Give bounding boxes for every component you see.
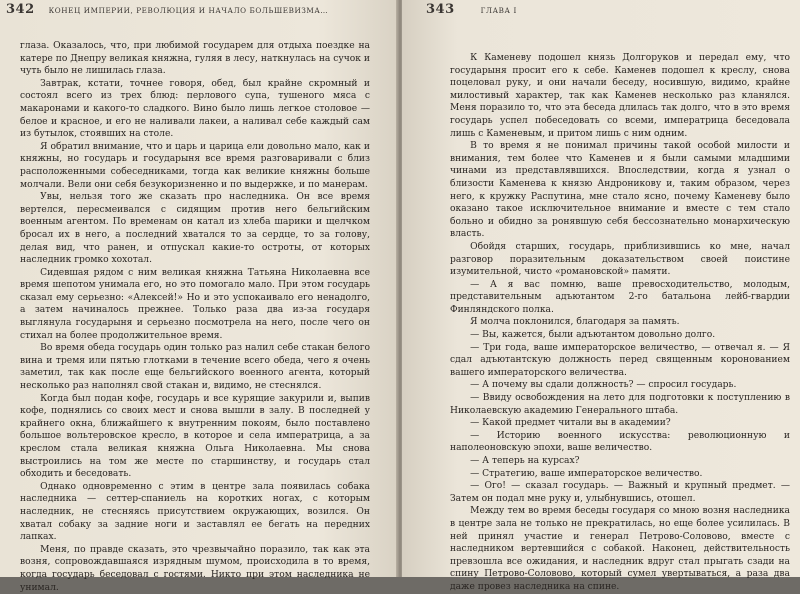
paragraph: Обойдя старших, государь, приблизившись ко мне, начал разговор поразительным доказательством своей поистине изумительной, чисто «романовской» памяти. [450, 241, 790, 278]
paragraph: Когда был подан кофе, государь и все курящие закурили и, выпив кофе, поднялись со своих мест и снова вышли в залу. В последней у крайнего окна, ближайшего к внутренним покоям, было поставлено большое вольтеровское кресло, в которое и села императрица, а за креслом стала великая княжна Ольга Николаевна. Мы снова выстроились на том же месте по старшинству, и государь стал обходить и беседовать. [20, 393, 370, 480]
paragraph: Меня, по правде сказать, это чрезвычайно поразило, так как эта возня, сопровождавшаяся изрядным шумом, происходила в то время, когда государь беседовал с гостями. Никто при этом наследника не унимал. [20, 544, 370, 593]
paragraph: — А теперь на курсах? [470, 456, 580, 466]
paragraph: — Вы, кажется, были адъютантом довольно долго. [470, 330, 716, 341]
left-page-text [20, 40, 370, 594]
right-page [402, 0, 800, 592]
paragraph: — Какой предмет читали вы в академии? [470, 418, 671, 429]
paragraph: — Историю военного искусства: революционную и наполеоновскую эпохи, ваше величество. [450, 430, 790, 454]
paragraph: Увы, нельзя того же сказать про наследника. Он все время вертелся, пересмеивался с сидящим против него бельгийским военным агентом. По временам он катал из хлеба шарики и щелчком бросал их в него, а последний хватался то за сердце, то за голову, делая вид, что ранен, и отпускал какие-то остроты, от которых наследник громко хохотал. [20, 192, 370, 266]
right-page-text [450, 52, 790, 594]
paragraph: Завтрак, кстати, точнее говоря, обед, был крайне скромный и состоял всего из трех блюд: перлового супа, тушеного мяса с макаронами и какого-то сладкого. Вино было лишь легкое столовое — белое и красное, и его не наливали лакеи, а наливал себе каждый сам из бутылок, стоявших на столе. [20, 78, 370, 140]
paragraph: Между тем во время беседы государя со мною возня наследника в центре зала не только не прекратилась, но еще более усилилась. В ней принял участие и генерал Петрово-Соловово, вместе с наследником вертевшийся с собакой. Наконец, действительность превзошла все ожидания, и наследник вдруг стал прыгать сзади на спину Петрово-Соловово, который сумел увертываться, а раза два даже провез наследника на спине. [450, 506, 790, 592]
paragraph: В то время я не понимал причины такой особой милости и внимания, тем более что Каменев и я были самыми младшими чинами из представлявшихся. Впоследствии, когда я узнал о близости Каменева к князю Андроникову и, таким образом, через него, к кружку Распутина, мне стало ясно, почему Каменеву было оказано такое исключительное внимание и вместе с тем стало больно и обидно за ронявшую себя бессознательно монархическую власть. [450, 141, 790, 240]
paragraph: — А я вас помню, ваше превосходительство, молодым, представительным адъютантом 2-го батальона лейб-гвардии Финляндского полка. [450, 279, 790, 315]
paragraph: Я молча поклонился, благодаря за память. [470, 317, 680, 328]
left-page-header [6, 2, 328, 20]
paragraph: Однако одновременно с этим в центре зала появилась собака наследника — сеттер-спаниель на коротких ногах, с которым наследник, не стесняясь присутствием окружающих, возился. Он хватал собаку за задние ноги и заставлял ее бегать на передних лапках. [20, 481, 370, 543]
left-running-head: КОНЕЦ ИМПЕРИИ, РЕВОЛЮЦИЯ И НАЧАЛО БОЛЬШЕВИЗМА… [48, 6, 329, 15]
paragraph: — А почему вы сдали должность? — спросил государь. [470, 380, 737, 391]
paragraph: — Ого! — сказал государь. — Важный и крупный предмет. — Затем он подал мне руку и, улыбнувшись, отошел. [450, 481, 790, 504]
left-page [0, 0, 398, 593]
paragraph: — Три года, ваше императорское величество, — отвечал я. — Я сдал адъютантскую должность перед священным коронованием вашего императорского величества. [450, 342, 790, 378]
paragraph: глаза. Оказалось, что, при любимой государем для отдыха поездке на катере по Днепру великая княжна, гуляя в лесу, наткнулась на сучок и чуть было не лишилась глаза. [20, 41, 370, 77]
paragraph: Я обратил внимание, что и царь и царица ели довольно мало, как и княжны, но государь и государыня все время разговаривали с близ расположенными собеседниками, тогда как великие княжны больше молчали. Вели они себя безукоризненно и по выдержке, и по манерам. [20, 141, 370, 190]
paragraph: Сидевшая рядом с ним великая княжна Татьяна Николаевна все время шепотом унимала его, но это помогало мало. При этом государь сказал ему серьезно: «Алексей!» Но и это успокаивало его ненадолго, а затем начиналось прежнее. Только раза два из-за государя выглянула государыня и серьезно посмотрела на него, после чего он стихал на более продолжительное время. [20, 267, 370, 341]
right-page-header [426, 2, 517, 20]
paragraph: — Ввиду освобождения на лето для подготовки к поступлению в Николаевскую академию Генерального штаба. [450, 393, 790, 416]
paragraph: — Стратегию, ваше императорское величество. [470, 468, 703, 479]
paragraph: К Каменеву подошел князь Долгоруков и передал ему, что государыня просит его к себе. Каменев подошел к креслу, снова поцеловал руку, и они начали беседу, носившую, видимо, крайне милостивый характер, так как Каменев несколько раз кланялся. Меня поразило то, что эта беседа длилась так долго, что в это время государь успел побеседовать со всеми, императрица беседовала лишь с Каменевым, и притом лишь с ним одним. [450, 53, 790, 139]
left-page-number: 342 [6, 2, 35, 17]
right-page-number: 343 [426, 2, 455, 17]
right-running-head: ГЛАВА I [480, 6, 517, 15]
paragraph: Во время обеда государь один только раз налил себе стакан белого вина и тремя или пятью глотками в течение всего обеда, чего я очень заметил, так как после еще бельгийского военного агента, который несколько раз наполнял свой стакан и, видимо, не стеснялся. [20, 343, 370, 392]
